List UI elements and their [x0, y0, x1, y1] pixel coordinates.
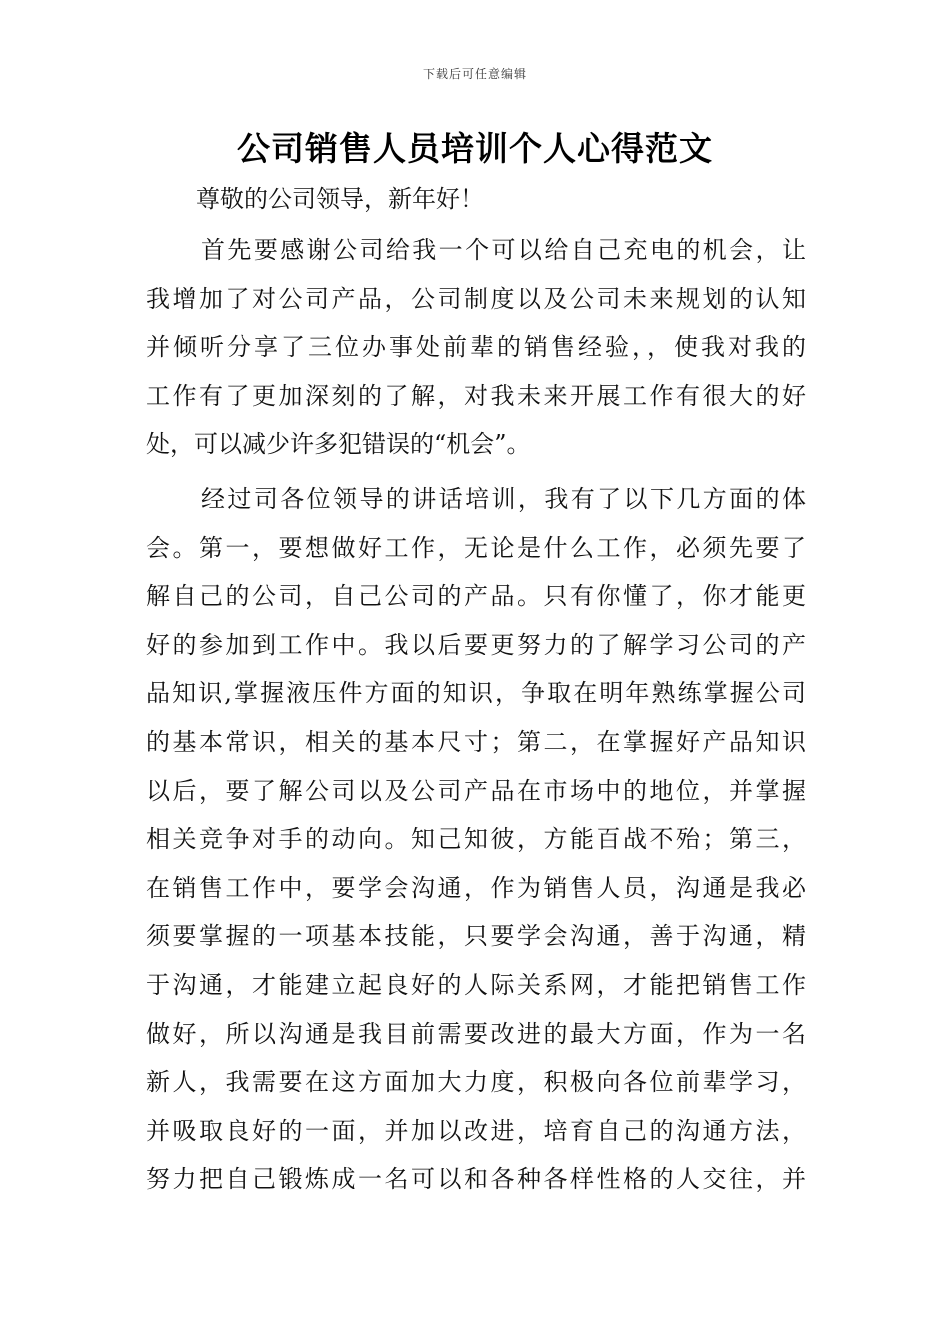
text-line: 做好，所以沟通是我目前需要改进的最大方面，作为一名: [146, 1019, 806, 1048]
text-line: 工作有了更加深刻的了解，对我未来开展工作有很大的好: [146, 381, 806, 410]
text-line: 努力把自己锻炼成一名可以和各种各样性格的人交往，并: [146, 1165, 806, 1194]
text-line: 须要掌握的一项基本技能，只要学会沟通，善于沟通，精: [146, 922, 806, 951]
text-line: 解自己的公司，自己公司的产品。只有你懂了，你才能更: [146, 582, 806, 611]
text-line: 的基本常识，相关的基本尺寸；第二，在掌握好产品知识: [146, 727, 806, 756]
text-line: 好的参加到工作中。我以后要更努力的了解学习公司的产: [146, 630, 806, 659]
text-line: 以后，要了解公司以及公司产品在市场中的地位，并掌握: [146, 776, 806, 805]
text-line: 在销售工作中，要学会沟通，作为销售人员，沟通是我必: [146, 873, 806, 902]
text-line: 并吸取良好的一面，并加以改进，培育自己的沟通方法，: [146, 1116, 806, 1145]
text-line: 并倾听分享了三位办事处前辈的销售经验，，使我对我的: [146, 333, 806, 362]
paragraph-1: [146, 230, 806, 473]
text-line: 新人，我需要在这方面加大力度，积极向各位前辈学习，: [146, 1068, 806, 1097]
greeting-line: 尊敬的公司领导，新年好！: [196, 185, 484, 213]
paragraph-2: [146, 479, 806, 1208]
header-note: 下载后可任意编辑: [422, 67, 527, 81]
text-line: 经过司各位领导的讲话培训，我有了以下几方面的体: [201, 484, 806, 513]
document-title: 公司销售人员培训个人心得范文: [237, 129, 713, 168]
text-line: 于沟通，才能建立起良好的人际关系网，才能把销售工作: [146, 970, 806, 999]
text-line: 品知识,掌握液压件方面的知识，争取在明年熟练掌握公司: [146, 679, 806, 708]
text-line: 处，可以减少许多犯错误的“机会”。: [146, 430, 531, 459]
text-line: 首先要感谢公司给我一个可以给自己充电的机会，让: [201, 236, 806, 264]
document-body: [146, 230, 806, 1214]
text-line: 会。第一，要想做好工作，无论是什么工作，必须先要了: [146, 533, 806, 562]
text-line: 相关竞争对手的动向。知己知彼，方能百战不殆；第三，: [146, 825, 806, 854]
text-line: 我增加了对公司产品，公司制度以及公司未来规划的认知: [146, 284, 806, 313]
